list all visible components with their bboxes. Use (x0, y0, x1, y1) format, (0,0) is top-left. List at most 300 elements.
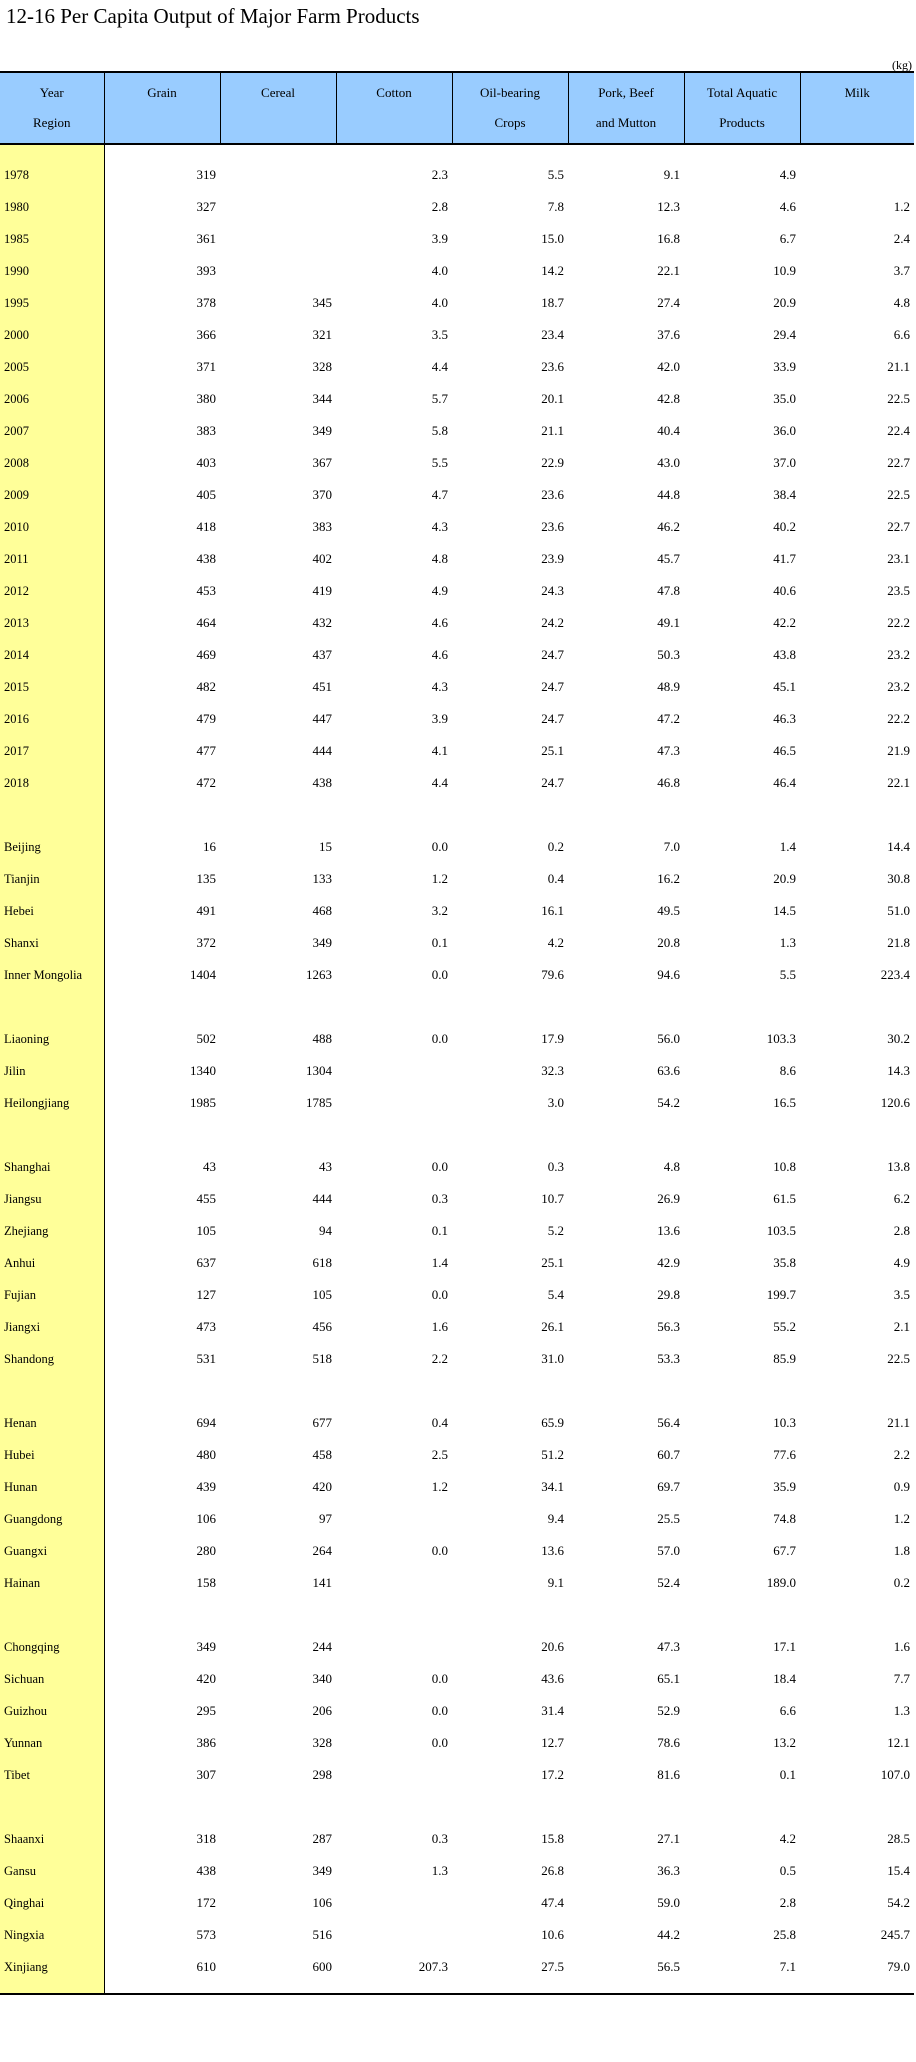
table-cell: 0.5 (779, 1863, 796, 1878)
table-cell: 0.0 (431, 1735, 448, 1750)
table-cell: 26.9 (657, 1191, 680, 1206)
table-cell: 48.9 (657, 679, 680, 694)
table-cell: 479 (196, 711, 216, 726)
table-cell: 32.3 (541, 1063, 564, 1078)
table-cell: 0.3 (547, 1159, 564, 1174)
row-label: Jiangsu (0, 1183, 104, 1215)
table-cell: 36.3 (657, 1863, 680, 1878)
table-cell: 20.9 (773, 871, 796, 886)
table-cell: 1.6 (431, 1319, 448, 1334)
table-cell: 7.1 (779, 1959, 796, 1974)
row-label: 1990 (0, 255, 104, 287)
table-cell: 37.0 (773, 455, 796, 470)
table-cell: 0.0 (431, 1159, 448, 1174)
table-cell: 16.8 (657, 231, 680, 246)
table-cell: 328 (312, 359, 332, 374)
col-header-cotton (336, 72, 452, 144)
table-cell: 13.6 (657, 1223, 680, 1238)
table-cell: 9.1 (663, 167, 680, 182)
table-cell: 420 (196, 1671, 216, 1686)
spacer-cell (220, 991, 336, 1023)
col-header-text: Crops (494, 115, 526, 130)
spacer-cell (452, 1599, 568, 1631)
spacer-cell (220, 1119, 336, 1151)
row-header-spacer (0, 1983, 104, 1994)
table-row (0, 703, 914, 735)
table-cell: 618 (312, 1255, 332, 1270)
row-label: Sichuan (0, 1663, 104, 1695)
spacer-cell (336, 991, 452, 1023)
table-cell: 189.0 (766, 1575, 796, 1590)
table-cell: 344 (312, 391, 332, 406)
table-cell: 15.4 (887, 1863, 910, 1878)
spacer-cell (220, 1599, 336, 1631)
table-row (0, 1023, 914, 1055)
col-header-text: Grain (147, 85, 177, 100)
table-cell: 45.1 (773, 679, 796, 694)
row-label: Guangxi (0, 1535, 104, 1567)
table-cell: 120.6 (880, 1095, 910, 1110)
table-body (0, 144, 914, 1994)
table-row (0, 1759, 914, 1791)
table-row (0, 895, 914, 927)
row-header-spacer (0, 1791, 104, 1823)
row-label: Zhejiang (0, 1215, 104, 1247)
table-cell: 22.2 (887, 615, 910, 630)
table-cell: 318 (196, 1831, 216, 1846)
spacer-row (0, 1375, 914, 1407)
table-cell: 223.4 (880, 967, 910, 982)
table-cell: 17.1 (773, 1639, 796, 1654)
row-label: Jiangxi (0, 1311, 104, 1343)
spacer-cell (336, 1375, 452, 1407)
table-cell: 280 (196, 1543, 216, 1558)
table-cell: 4.8 (431, 551, 448, 566)
table-cell (336, 1087, 452, 1119)
table-cell: 327 (196, 199, 216, 214)
table-row (0, 1951, 914, 1983)
table-cell: 4.8 (893, 295, 910, 310)
row-label: 2012 (0, 575, 104, 607)
table-cell: 43 (319, 1159, 332, 1174)
table-cell: 1.8 (893, 1543, 910, 1558)
table-cell: 206 (312, 1703, 332, 1718)
row-label: 1995 (0, 287, 104, 319)
table-cell: 366 (196, 327, 216, 342)
col-header-text: Total Aquatic (706, 85, 778, 100)
table-cell: 298 (312, 1767, 332, 1782)
table-cell: 9.4 (547, 1511, 564, 1526)
table-cell: 439 (196, 1479, 216, 1494)
row-header-spacer (0, 991, 104, 1023)
spacer-cell (452, 1791, 568, 1823)
table-cell: 46.2 (657, 519, 680, 534)
table-cell: 383 (196, 423, 216, 438)
table-cell: 41.7 (773, 551, 796, 566)
table-cell: 27.5 (541, 1959, 564, 1974)
spacer-cell (104, 144, 220, 159)
table-cell: 35.9 (773, 1479, 796, 1494)
table-cell: 393 (196, 263, 216, 278)
table-cell: 0.4 (547, 871, 564, 886)
table-cell: 438 (312, 775, 332, 790)
table-cell (336, 1567, 452, 1599)
table-cell: 0.0 (431, 967, 448, 982)
table-cell: 637 (196, 1255, 216, 1270)
table-cell: 74.8 (773, 1511, 796, 1526)
table-cell: 15.8 (541, 1831, 564, 1846)
table-cell: 21.1 (887, 1415, 910, 1430)
table-cell: 23.2 (887, 679, 910, 694)
table-cell: 141 (312, 1575, 332, 1590)
spacer-cell (452, 1983, 568, 1994)
table-cell: 57.0 (657, 1543, 680, 1558)
table-cell: 16.2 (657, 871, 680, 886)
table-cell: 133 (312, 871, 332, 886)
table-cell (336, 1887, 452, 1919)
spacer-cell (684, 991, 800, 1023)
row-label: Guangdong (0, 1503, 104, 1535)
table-cell: 47.8 (657, 583, 680, 598)
row-label: 2009 (0, 479, 104, 511)
table-cell: 18.7 (541, 295, 564, 310)
table-cell: 437 (312, 647, 332, 662)
table-cell: 49.5 (657, 903, 680, 918)
table-row (0, 479, 914, 511)
table-cell: 6.6 (779, 1703, 796, 1718)
col-header-meat (568, 72, 684, 144)
table-cell: 42.2 (773, 615, 796, 630)
table-row (0, 287, 914, 319)
table-row (0, 1439, 914, 1471)
spacer-cell (452, 1375, 568, 1407)
col-header-text: Oil-bearing (480, 85, 540, 100)
table-row (0, 319, 914, 351)
col-header-grain (104, 72, 220, 144)
table-cell: 22.1 (657, 263, 680, 278)
table-cell: 12.3 (657, 199, 680, 214)
table-cell: 29.4 (773, 327, 796, 342)
table-cell: 26.8 (541, 1863, 564, 1878)
table-cell: 23.4 (541, 327, 564, 342)
table-cell: 3.2 (431, 903, 448, 918)
table-cell: 85.9 (773, 1351, 796, 1366)
table-cell: 13.8 (887, 1159, 910, 1174)
table-cell: 13.6 (541, 1543, 564, 1558)
spacer-cell (336, 1791, 452, 1823)
table-cell: 42.8 (657, 391, 680, 406)
table-cell: 472 (196, 775, 216, 790)
table-cell: 22.5 (887, 487, 910, 502)
table-cell: 35.0 (773, 391, 796, 406)
table-row (0, 1663, 914, 1695)
table-row (0, 191, 914, 223)
spacer-cell (452, 799, 568, 831)
table-cell: 4.0 (431, 295, 448, 310)
table-row (0, 1695, 914, 1727)
table-cell: 22.1 (887, 775, 910, 790)
table-cell: 349 (312, 935, 332, 950)
table-row (0, 383, 914, 415)
table-cell: 295 (196, 1703, 216, 1718)
spacer-cell (684, 1119, 800, 1151)
table-row (0, 511, 914, 543)
table-cell: 59.0 (657, 1895, 680, 1910)
table-cell: 42.0 (657, 359, 680, 374)
spacer-row (0, 144, 914, 159)
table-cell: 23.2 (887, 647, 910, 662)
spacer-cell (336, 1119, 452, 1151)
table-cell: 7.0 (663, 839, 680, 854)
table-cell: 0.0 (431, 1671, 448, 1686)
table-cell: 6.6 (893, 327, 910, 342)
table-cell: 371 (196, 359, 216, 374)
row-header-spacer (0, 1375, 104, 1407)
spacer-row (0, 1791, 914, 1823)
row-label: Qinghai (0, 1887, 104, 1919)
table-row (0, 575, 914, 607)
col-header-text: Cereal (261, 85, 295, 100)
table-cell: 29.8 (657, 1287, 680, 1302)
table-cell: 1.2 (893, 199, 910, 214)
spacer-cell (568, 1599, 684, 1631)
table-cell: 321 (312, 327, 332, 342)
table-cell: 22.4 (887, 423, 910, 438)
table-cell: 600 (312, 1959, 332, 1974)
table-row (0, 1535, 914, 1567)
spacer-cell (104, 1119, 220, 1151)
spacer-cell (568, 1983, 684, 1994)
table-row (0, 415, 914, 447)
table-cell: 207.3 (418, 1959, 448, 1974)
table-cell: 4.3 (431, 519, 448, 534)
row-label: 2000 (0, 319, 104, 351)
table-row (0, 735, 914, 767)
table-cell: 6.7 (779, 231, 796, 246)
table-cell: 468 (312, 903, 332, 918)
table-cell: 16 (203, 839, 216, 854)
table-cell: 14.5 (773, 903, 796, 918)
table-cell: 370 (312, 487, 332, 502)
table-cell: 473 (196, 1319, 216, 1334)
table-row (0, 1055, 914, 1087)
table-cell: 3.5 (431, 327, 448, 342)
table-cell: 25.5 (657, 1511, 680, 1526)
row-label: Shandong (0, 1343, 104, 1375)
spacer-cell (800, 1983, 914, 1994)
table-cell: 518 (312, 1351, 332, 1366)
table-cell: 0.0 (431, 839, 448, 854)
table-cell: 54.2 (657, 1095, 680, 1110)
table-cell: 23.6 (541, 359, 564, 374)
row-label: 1978 (0, 159, 104, 191)
table-cell: 21.1 (541, 423, 564, 438)
table-cell: 22.5 (887, 1351, 910, 1366)
spacer-cell (104, 991, 220, 1023)
table-cell: 16.1 (541, 903, 564, 918)
spacer-cell (220, 799, 336, 831)
table-cell: 464 (196, 615, 216, 630)
table-row (0, 1215, 914, 1247)
table-row (0, 1247, 914, 1279)
table-cell: 677 (312, 1415, 332, 1430)
row-label: 1985 (0, 223, 104, 255)
table-cell (220, 223, 336, 255)
table-row (0, 767, 914, 799)
table-cell: 10.9 (773, 263, 796, 278)
table-cell: 361 (196, 231, 216, 246)
table-cell: 23.9 (541, 551, 564, 566)
table-cell: 0.3 (431, 1831, 448, 1846)
table-cell: 20.8 (657, 935, 680, 950)
table-cell: 420 (312, 1479, 332, 1494)
table-cell: 1985 (190, 1095, 216, 1110)
col-header-aquatic (684, 72, 800, 144)
table-cell: 21.1 (887, 359, 910, 374)
table-cell: 4.9 (431, 583, 448, 598)
table-cell: 56.3 (657, 1319, 680, 1334)
table-cell: 319 (196, 167, 216, 182)
table-cell: 44.8 (657, 487, 680, 502)
table-cell: 199.7 (766, 1287, 796, 1302)
table-cell (336, 1759, 452, 1791)
table-cell: 47.2 (657, 711, 680, 726)
table-row (0, 447, 914, 479)
col-header-oil-crops (452, 72, 568, 144)
row-label: 2018 (0, 767, 104, 799)
row-label: 2014 (0, 639, 104, 671)
table-cell: 610 (196, 1959, 216, 1974)
row-label: Xinjiang (0, 1951, 104, 1983)
table-row (0, 1407, 914, 1439)
table-row (0, 959, 914, 991)
table-cell: 0.0 (431, 1287, 448, 1302)
table-cell: 12.1 (887, 1735, 910, 1750)
table-cell (220, 191, 336, 223)
table-cell: 488 (312, 1031, 332, 1046)
table-cell: 106 (196, 1511, 216, 1526)
table-cell: 2.3 (431, 167, 448, 182)
table-cell: 4.9 (893, 1255, 910, 1270)
table-cell: 455 (196, 1191, 216, 1206)
table-cell: 2.2 (893, 1447, 910, 1462)
row-label: Shanxi (0, 927, 104, 959)
table-cell: 43 (203, 1159, 216, 1174)
row-label: Tibet (0, 1759, 104, 1791)
table-cell: 46.3 (773, 711, 796, 726)
row-header-spacer (0, 1119, 104, 1151)
spacer-cell (684, 1375, 800, 1407)
table-cell: 15 (319, 839, 332, 854)
spacer-cell (800, 991, 914, 1023)
spacer-cell (336, 144, 452, 159)
table-cell: 24.7 (541, 711, 564, 726)
table-cell: 573 (196, 1927, 216, 1942)
table-cell: 432 (312, 615, 332, 630)
table-cell: 491 (196, 903, 216, 918)
table-cell: 438 (196, 1863, 216, 1878)
table-cell: 18.4 (773, 1671, 796, 1686)
row-label: 2013 (0, 607, 104, 639)
table-cell: 477 (196, 743, 216, 758)
row-label: Beijing (0, 831, 104, 863)
table-row (0, 543, 914, 575)
table-cell: 38.4 (773, 487, 796, 502)
table-cell: 0.1 (431, 1223, 448, 1238)
row-header-year: Year (39, 85, 64, 100)
row-label: 2011 (0, 543, 104, 575)
table-cell: 27.1 (657, 1831, 680, 1846)
table-cell: 0.0 (431, 1703, 448, 1718)
spacer-cell (452, 991, 568, 1023)
table-cell: 56.5 (657, 1959, 680, 1974)
row-label: 2007 (0, 415, 104, 447)
table-cell: 30.2 (887, 1031, 910, 1046)
table-cell: 79.0 (887, 1959, 910, 1974)
table-cell: 127 (196, 1287, 216, 1302)
row-label: 2005 (0, 351, 104, 383)
table-cell: 2.1 (893, 1319, 910, 1334)
spacer-cell (568, 1375, 684, 1407)
table-cell: 447 (312, 711, 332, 726)
spacer-cell (104, 1599, 220, 1631)
table-cell: 0.1 (431, 935, 448, 950)
table-cell: 5.2 (547, 1223, 564, 1238)
table-cell: 12.7 (541, 1735, 564, 1750)
table-cell: 97 (319, 1511, 332, 1526)
table-cell: 328 (312, 1735, 332, 1750)
table-cell: 17.9 (541, 1031, 564, 1046)
table-row (0, 1471, 914, 1503)
table-cell: 21.8 (887, 935, 910, 950)
table-cell: 56.4 (657, 1415, 680, 1430)
row-label: Gansu (0, 1855, 104, 1887)
spacer-cell (800, 1375, 914, 1407)
table-cell: 24.3 (541, 583, 564, 598)
spacer-cell (800, 1791, 914, 1823)
table-cell: 1.6 (893, 1639, 910, 1654)
table-cell: 4.8 (663, 1159, 680, 1174)
table-cell: 3.0 (547, 1095, 564, 1110)
spacer-row (0, 799, 914, 831)
spacer-row (0, 991, 914, 1023)
table-cell: 453 (196, 583, 216, 598)
spacer-cell (452, 1119, 568, 1151)
table-cell: 1.4 (431, 1255, 448, 1270)
table-cell: 8.6 (779, 1063, 796, 1078)
row-header-region: Region (32, 115, 71, 130)
table-cell: 31.4 (541, 1703, 564, 1718)
table-cell: 44.2 (657, 1927, 680, 1942)
table-cell: 105 (196, 1223, 216, 1238)
table-cell: 14.4 (887, 839, 910, 854)
spacer-cell (220, 1983, 336, 1994)
spacer-cell (452, 144, 568, 159)
table-cell: 2.8 (893, 1223, 910, 1238)
spacer-cell (336, 799, 452, 831)
spacer-cell (336, 1983, 452, 1994)
row-label: Hebei (0, 895, 104, 927)
table-cell: 25.1 (541, 743, 564, 758)
table-cell: 33.9 (773, 359, 796, 374)
table-cell: 307 (196, 1767, 216, 1782)
table-cell: 81.6 (657, 1767, 680, 1782)
table-cell: 340 (312, 1671, 332, 1686)
table-cell: 51.0 (887, 903, 910, 918)
table-cell: 372 (196, 935, 216, 950)
row-label: Inner Mongolia (0, 959, 104, 991)
table-cell: 349 (312, 423, 332, 438)
